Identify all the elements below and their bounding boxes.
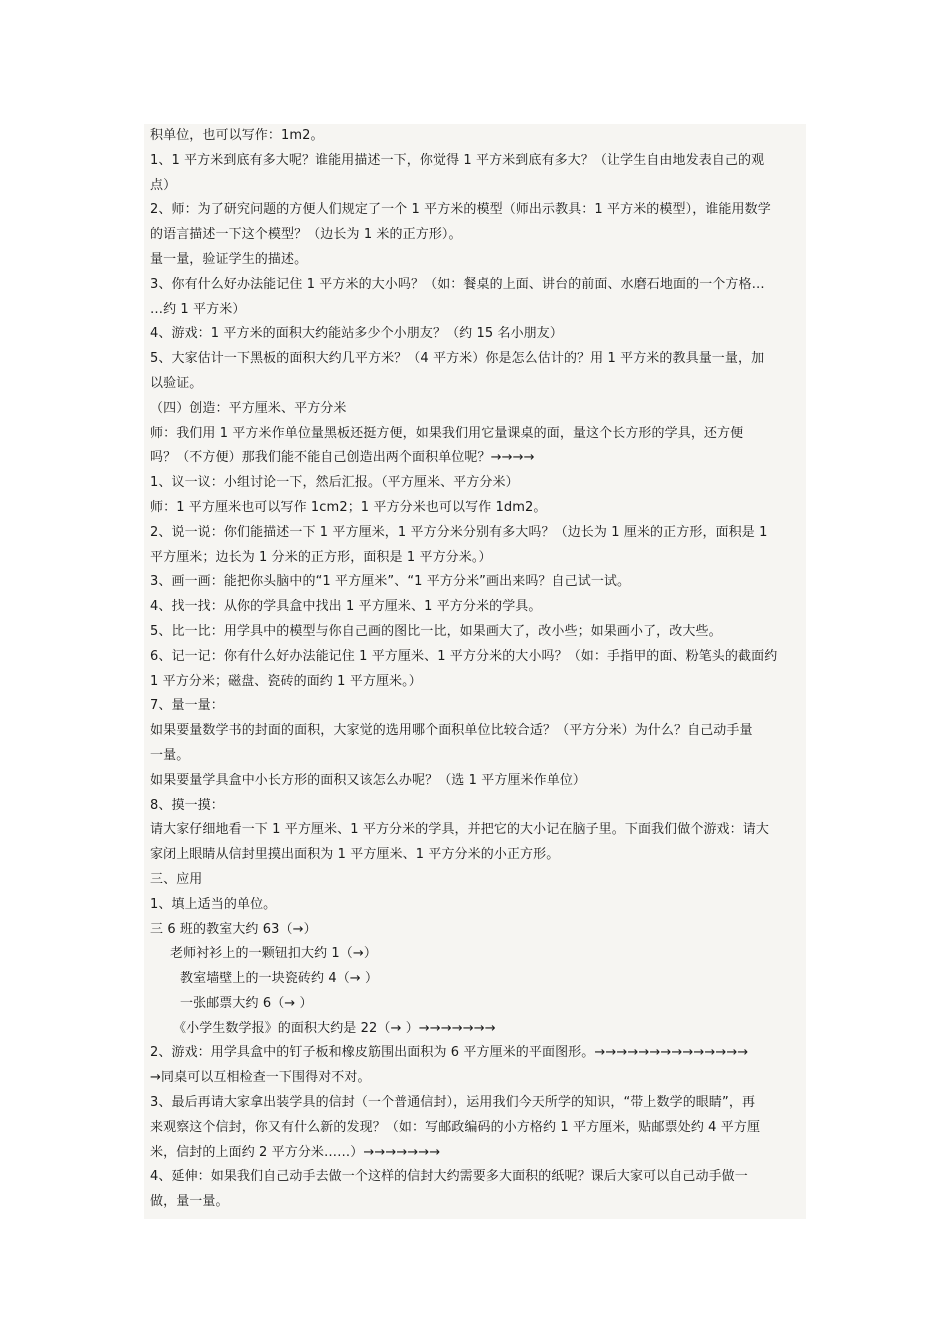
- exercise-line: 老师衬衫上的一颗钮扣大约 1（→）: [170, 946, 377, 962]
- text-line: 平方厘米；边长为 1 分米的正方形，面积是 1 平方分米。）: [150, 549, 492, 565]
- text-line: …约 1 平方米）: [150, 301, 246, 317]
- text-line: 8、摸一摸：: [150, 797, 224, 813]
- text-line: 的语言描述一下这个模型？（边长为 1 米的正方形）。: [150, 227, 462, 243]
- text-line: 吗？（不方便）那我们能不能自己创造出两个面积单位呢？→→→→: [150, 450, 535, 466]
- text-line: 1、填上适当的单位。: [150, 896, 277, 912]
- text-line: 3、你有什么好办法能记住 1 平方米的大小吗？（如：餐桌的上面、讲台的前面、水磨石地面的一个方格…: [150, 276, 765, 292]
- exercise-line: 一张邮票大约 6（→ ）: [180, 995, 313, 1011]
- text-line: 3、最后再请大家拿出装学具的信封（一个普通信封），运用我们今天所学的知识，“带上数学的眼睛”，再: [150, 1095, 756, 1111]
- text-line: 做，量一量。: [150, 1194, 229, 1210]
- text-line: 一量。: [150, 747, 190, 763]
- text-line: 3、画一画：能把你头脑中的“1 平方厘米”、“1 平方分米”画出来吗？自己试一试。: [150, 574, 631, 590]
- text-line: 如果要量数学书的封面的面积，大家觉的选用哪个面积单位比较合适？（平方分米）为什么？自己动手量: [150, 723, 753, 739]
- text-line: 如果要量学具盒中小长方形的面积又该怎么办呢？（选 1 平方厘米作单位）: [150, 772, 587, 788]
- text-line: 2、师：为了研究问题的方便人们规定了一个 1 平方米的模型（师出示教具：1 平方米的模型），谁能用数学: [150, 202, 771, 218]
- text-line: 4、游戏：1 平方米的面积大约能站多少个小朋友？（约 15 名小朋友）: [150, 326, 563, 342]
- text-line: 4、找一找：从你的学具盒中找出 1 平方厘米、1 平方分米的学具。: [150, 599, 542, 615]
- text-line: 家闭上眼睛从信封里摸出面积为 1 平方厘米、1 平方分米的小正方形。: [150, 847, 560, 863]
- text-line: 6、记一记：你有什么好办法能记住 1 平方厘米、1 平方分米的大小吗？（如：手指甲的面、粉笔头的截面约: [150, 648, 778, 664]
- text-line: 量一量，验证学生的描述。: [150, 251, 308, 267]
- text-line: 来观察这个信封，你又有什么新的发现？（如：写邮政编码的小方格约 1 平方厘米，贴邮票处约 4 平方厘: [150, 1119, 761, 1135]
- text-line: 2、游戏：用学具盒中的钉子板和橡皮筋围出面积为 6 平方厘米的平面图形。→→→→→→→→→→→→→→: [150, 1045, 749, 1061]
- text-line: 积单位，也可以写作：1m2。: [150, 128, 324, 143]
- text-line: 5、比一比：用学具中的模型与你自己画的图比一比，如果画大了，改小些；如果画小了，改大些。: [150, 623, 722, 639]
- text-line: 2、说一说：你们能描述一下 1 平方厘米，1 平方分米分别有多大吗？（边长为 1 厘米的正方形，面积是 1: [150, 524, 768, 540]
- exercise-line: 教室墙壁上的一块瓷砖约 4（→ ）: [180, 971, 379, 987]
- document-text: [150, 124, 805, 1215]
- text-line: 师：我们用 1 平方米作单位量黑板还挺方便，如果我们用它量课桌的面，量这个长方形的学具，还方便: [150, 425, 744, 441]
- text-line: 师：1 平方厘米也可以写作 1cm2；1 平方分米也可以写作 1dm2。: [150, 499, 547, 515]
- text-line: 5、大家估计一下黑板的面积大约几平方米？（4 平方米）你是怎么估计的？用 1 平方米的教具量一量，加: [150, 351, 765, 367]
- text-line: 7、量一量：: [150, 698, 224, 714]
- text-line: →同桌可以互相检查一下围得对不对。: [150, 1070, 371, 1086]
- exercise-line: 三 6 班的教室大约 63（→）: [150, 921, 317, 937]
- text-line: 4、延伸：如果我们自己动手去做一个这样的信封大约需要多大面积的纸呢？课后大家可以自己动手做一: [150, 1169, 748, 1185]
- text-line: 米，信封的上面约 2 平方分米……）→→→→→→→: [150, 1144, 441, 1160]
- text-line: 以验证。: [150, 375, 203, 391]
- text-line: 1、议一议：小组讨论一下，然后汇报。（平方厘米、平方分米）: [150, 475, 519, 491]
- exercise-line: 《小学生数学报》的面积大约是 22（→ ）→→→→→→→: [173, 1020, 496, 1036]
- section-heading: （四）创造：平方厘米、平方分米: [150, 400, 347, 416]
- text-line: 1 平方分米；磁盘、瓷砖的面约 1 平方厘米。）: [150, 673, 422, 689]
- section-heading: 三、应用: [150, 871, 203, 887]
- text-line: 1、1 平方米到底有多大呢？谁能用描述一下，你觉得 1 平方米到底有多大？（让学生自由地发表自己的观: [150, 152, 765, 168]
- text-line: 请大家仔细地看一下 1 平方厘米、1 平方分米的学具，并把它的大小记在脑子里。下面我们做个游戏：请大: [150, 822, 769, 838]
- text-line: 点）: [150, 177, 177, 193]
